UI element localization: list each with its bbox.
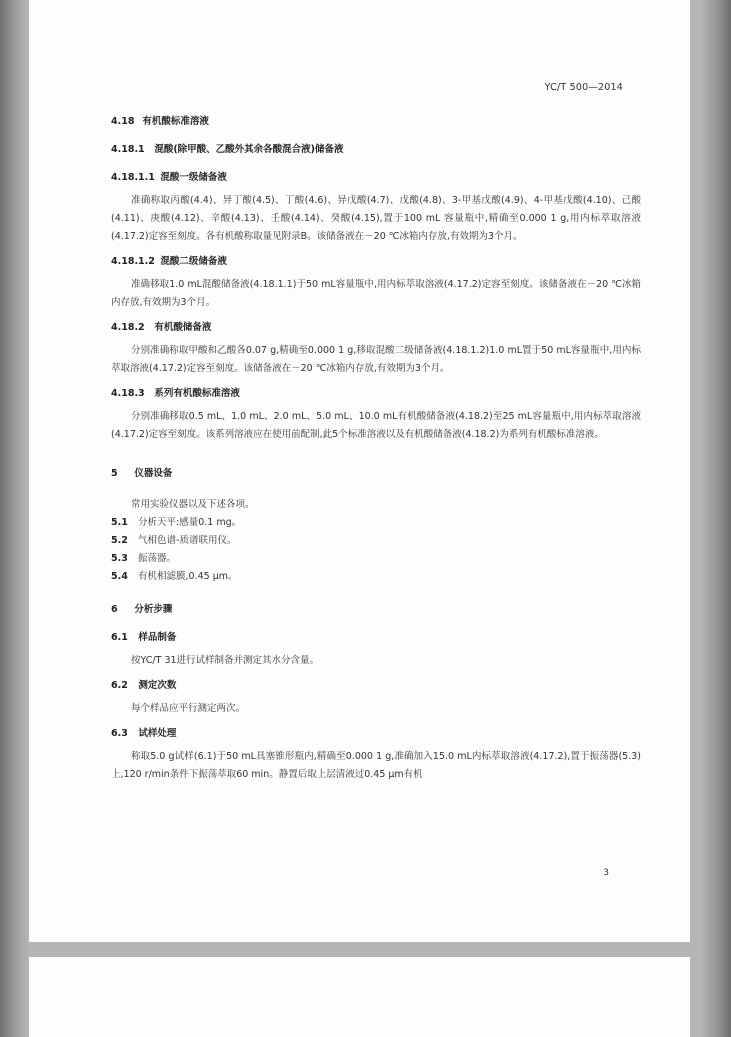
item-text: 气相色谱-质谱联用仪。 [138, 535, 237, 546]
item-number: 5.2 [111, 535, 128, 546]
section-title: 样品制备 [138, 632, 177, 643]
page-content [111, 112, 641, 790]
list-item [111, 568, 641, 586]
section-heading [111, 252, 641, 272]
chapter-number: 5 [111, 468, 118, 479]
next-page-top [29, 957, 690, 1037]
section-title: 试样处理 [138, 728, 177, 739]
paragraph: 准确移取1.0 mL混酸储备液(4.18.1.1)于50 mL容量瓶中,用内标萃取溶液(4.17.2)定容至刻度。该储备液在－20 ℃冰箱内存放,有效期为3个月。 [111, 279, 641, 308]
section-number: 6.2 [111, 680, 128, 691]
item-number: 5.1 [111, 517, 128, 528]
item-text: 振荡器。 [138, 553, 177, 564]
item-number: 5.4 [111, 571, 128, 582]
section-title: 测定次数 [138, 680, 177, 691]
list-item [111, 514, 641, 532]
paragraph: 按YC/T 31进行试样制备并测定其水分含量。 [131, 655, 320, 666]
section-heading [111, 724, 641, 744]
section-number: 6.1 [111, 632, 128, 643]
chapter-title: 分析步骤 [134, 604, 173, 615]
section-title: 混酸一级储备液 [160, 172, 227, 183]
section-heading [111, 676, 641, 696]
section-heading [111, 384, 641, 404]
chapter-heading [111, 464, 641, 484]
paragraph: 准确称取丙酸(4.4)、异丁酸(4.5)、丁酸(4.6)、异戊酸(4.7)、戊酸(4.8)、3-甲基戊酸(4.9)、4-甲基戊酸(4.10)、己酸(4.11)、庚酸(4.12)、辛酸(4.13)、壬酸(4.14)、癸酸(4.15),置于100 mL 容量瓶中,精确至0.000 1 g,用内标萃取溶液(4.17.2)定容至刻度。各有机酸称取量见附录B。该储备液在－20 ℃冰箱内存放,有效期为3个月。 [111, 195, 641, 242]
item-text: 有机相滤膜,0.45 μm。 [138, 571, 238, 582]
section-number: 6.3 [111, 728, 128, 739]
section-heading [111, 318, 641, 338]
paragraph: 分别准确移取0.5 mL、1.0 mL、2.0 mL、5.0 mL、10.0 mL有机酸储备液(4.18.2)至25 mL容量瓶中,用内标萃取溶液(4.17.2)定容至刻度。该系列溶液应在使用前配制,此5个标准溶液以及有机酸储备液(4.18.2)为系列有机酸标准溶液。 [111, 411, 641, 440]
standard-code: YC/T 500—2014 [544, 82, 623, 93]
section-number: 4.18.1 [111, 144, 145, 155]
paragraph: 每个样品应平行测定两次。 [131, 703, 246, 714]
chapter-title: 仪器设备 [134, 468, 173, 479]
chapter-heading [111, 600, 641, 620]
section-number: 4.18.3 [111, 388, 145, 399]
section-number: 4.18.1.2 [111, 256, 155, 267]
item-number: 5.3 [111, 553, 128, 564]
section-title: 混酸二级储备液 [160, 256, 227, 267]
paragraph: 分别准确称取甲酸和乙酸各0.07 g,精确至0.000 1 g,移取混酸二级储备液(4.18.1.2)1.0 mL置于50 mL容量瓶中,用内标萃取溶液(4.17.2)定容至刻度。该储备液在－20 ℃冰箱内存放,有效期为3个月。 [111, 345, 641, 374]
item-text: 分析天平:感量0.1 mg。 [138, 517, 242, 528]
paragraph: 常用实验仪器以及下述各项。 [131, 499, 255, 510]
section-number: 4.18.2 [111, 322, 145, 333]
section-title: 有机酸标准溶液 [142, 116, 209, 127]
section-title: 系列有机酸标准溶液 [154, 388, 240, 399]
list-item [111, 532, 641, 550]
section-heading [111, 112, 641, 132]
paragraph: 称取5.0 g试样(6.1)于50 mL具塞锥形瓶内,精确至0.000 1 g,准确加入15.0 mL内标萃取溶液(4.17.2),置于振荡器(5.3)上,120 r/min条件下振荡萃取60 min。静置后取上层清液过0.45 μm有机 [111, 751, 641, 780]
section-heading [111, 628, 641, 648]
chapter-number: 6 [111, 604, 118, 615]
section-number: 4.18.1.1 [111, 172, 155, 183]
page-number: 3 [603, 868, 609, 878]
section-number: 4.18 [111, 116, 135, 127]
list-item [111, 550, 641, 568]
section-title: 混酸(除甲酸、乙酸外其余各酸混合液)储备液 [154, 144, 344, 155]
section-title: 有机酸储备液 [154, 322, 212, 333]
section-heading [111, 140, 641, 160]
document-page [29, 0, 690, 942]
section-heading [111, 168, 641, 188]
